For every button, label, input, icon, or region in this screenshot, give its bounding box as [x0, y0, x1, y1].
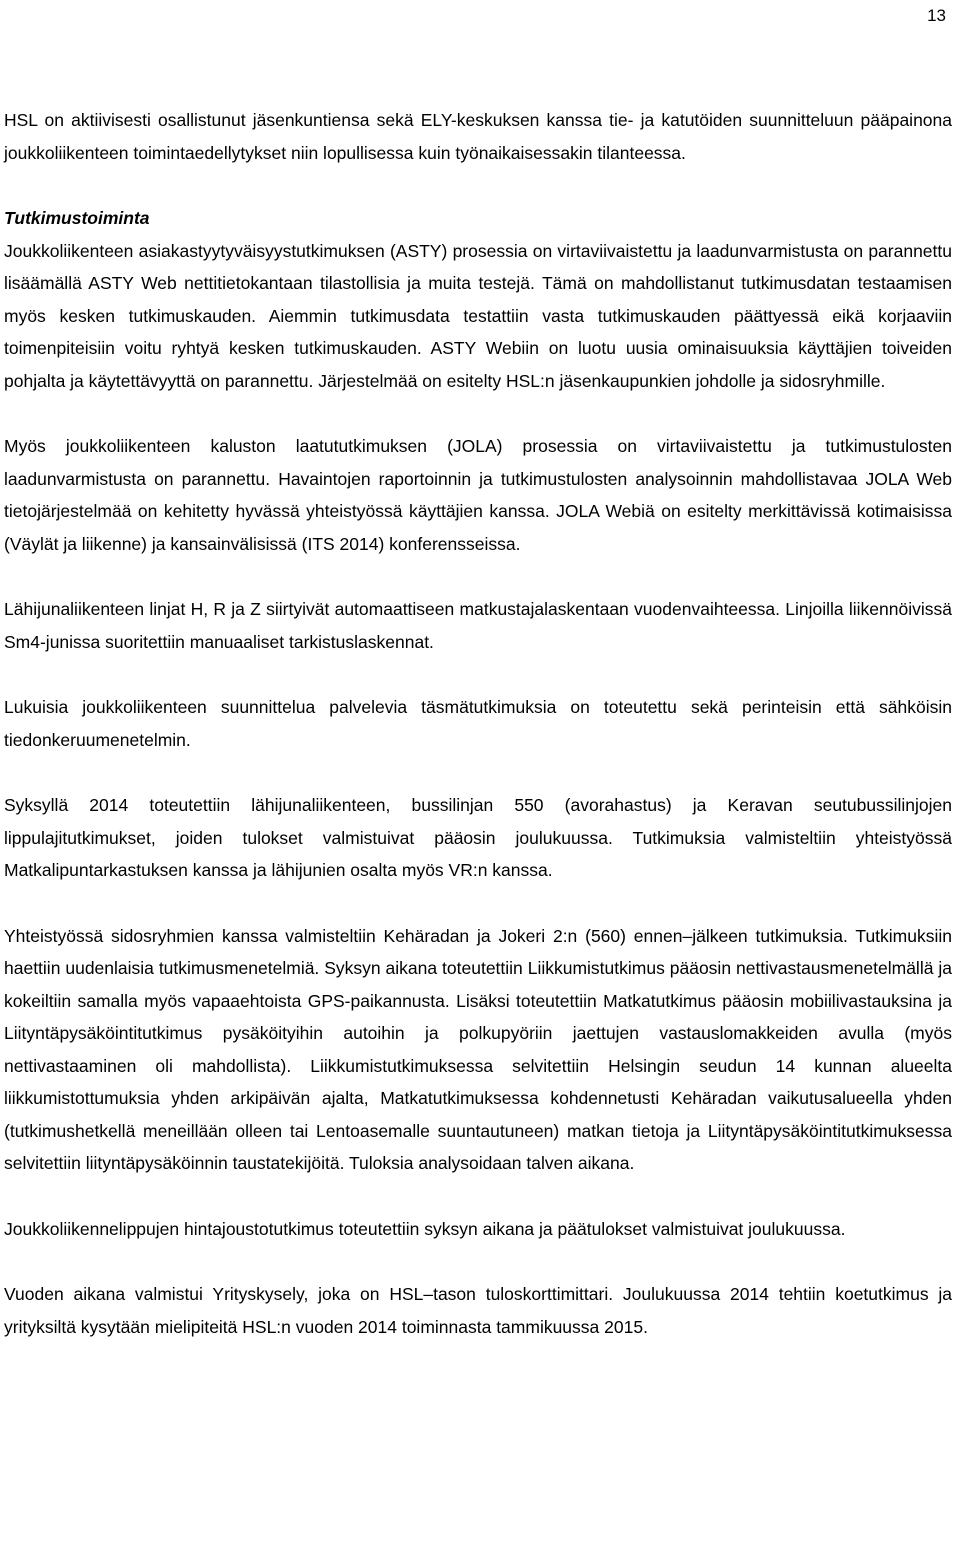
paragraph-ticket-type-studies: Syksyllä 2014 toteutettiin lähijunaliikenteen, bussilinjan 550 (avorahastus) ja Keravan seutubussilinjojen lippulajitutkimukset, joiden tulokset valmistuivat pääosin joulukuussa. Tutkimuksia valmisteltiin yhteistyössä Matkalipuntarkastuksen kanssa ja lähijunien osalta myös VR:n kanssa. — [4, 795, 952, 880]
paragraph-jola: Myös joukkoliikenteen kaluston laatututkimuksen (JOLA) prosessia on virtaviivaistettu ja tutkimustulosten laadunvarmistusta on parannettu. Havaintojen raportoinnin ja tutkimustulosten analysoinnin mahdollistavaa JOLA Web tietojärjestelmää on kehitetty hyvässä yhteistyössä käyttäjien kanssa. JOLA Webiä on esitelty merkittävissä kotimaisissa (Väylät ja liikenne) ja kansainvälisissä (ITS 2014) konferensseissa. — [4, 436, 952, 554]
section-heading-research: Tutkimustoiminta — [4, 208, 150, 228]
paragraph-asty: Joukkoliikenteen asiakastyytyväisyystutkimuksen (ASTY) prosessia on virtaviivaistettu ja laadunvarmistusta on parannettu lisäämällä ASTY Web nettitietokantaan tilastollisia ja muita testejä. Tämä on mahdollistanut tutkimusdatan testaamisen myös kesken tutkimuskauden. Aiemmin tutkimusdata testattiin vasta tutkimuskauden päättyessä eikä korjaaviin toimenpiteisiin voitu ryhtyä kesken tutkimuskauden. ASTY Webiin on luotu uusia ominaisuuksia käyttäjien toiveiden pohjalta ja käytettävyyttä on parannettu. Järjestelmää on esitelty HSL:n jäsenkaupunkien johdolle ja sidosryhmille. — [4, 240, 952, 391]
paragraph-targeted-studies: Lukuisia joukkoliikenteen suunnittelua palvelevia täsmätutkimuksia on toteutettu sekä perinteisin että sähköisin tiedonkeruumenetelmin. — [4, 697, 952, 750]
document-body — [4, 104, 952, 1343]
page-number: 13 — [927, 6, 946, 25]
paragraph-company-survey: Vuoden aikana valmistui Yrityskysely, joka on HSL–tason tuloskorttimittari. Joulukuussa 2014 tehtiin koetutkimus ja yrityksiltä kysytään mielipiteitä HSL:n vuoden 2014 toiminnasta tammikuussa 2015. — [4, 1284, 952, 1337]
paragraph-price-elasticity: Joukkoliikennelippujen hintajoustotutkimus toteutettiin syksyn aikana ja päätulokset valmistuivat joulukuussa. — [4, 1218, 846, 1239]
paragraph-before-after-studies: Yhteistyössä sidosryhmien kanssa valmisteltiin Kehäradan ja Jokeri 2:n (560) ennen–jälkeen tutkimuksia. Tutkimuksiin haettiin uudenlaisia tutkimusmenetelmiä. Syksyn aikana toteutettiin Liikkumistutkimus pääosin nettivastausmenetelmällä ja kokeiltiin samalla myös vapaaehtoista GPS-paikannusta. Lisäksi toteutettiin Matkatutkimus pääosin mobiilivastauksina ja Liityntäpysäköintitutkimus pysäköityihin autoihin ja polkupyöriin jaettujen vastauslomakkeiden avulla (myös nettivastaaminen oli mahdollista). Liikkumistutkimuksessa selvitettiin Helsingin seudun 14 kunnan alueelta liikkumistottumuksia yhden arkipäivän ajalta, Matkatutkimuksessa kohdennetusti Kehäradan vaikutusalueella yhden (tutkimushetkellä meneillään olleen tai Lentoasemalle suuntautuneen) matkan tietoja ja Liityntäpysäköintitutkimuksessa selvitettiin liityntäpysäköinnin taustatekijöitä. Tuloksia analysoidaan talven aikana. — [4, 925, 952, 1173]
paragraph-street-works: HSL on aktiivisesti osallistunut jäsenkuntiensa sekä ELY-keskuksen kanssa tie- ja katutöiden suunnitteluun pääpainona joukkoliikenteen toimintaedellytykset niin lopullisessa kuin työnaikaisessakin tilanteessa. — [4, 110, 952, 163]
paragraph-commuter-train-counting: Lähijunaliikenteen linjat H, R ja Z siirtyivät automaattiseen matkustajalaskentaan vuodenvaihteessa. Linjoilla liikennöivissä Sm4-junissa suoritettiin manuaaliset tarkistuslaskennat. — [4, 599, 952, 652]
